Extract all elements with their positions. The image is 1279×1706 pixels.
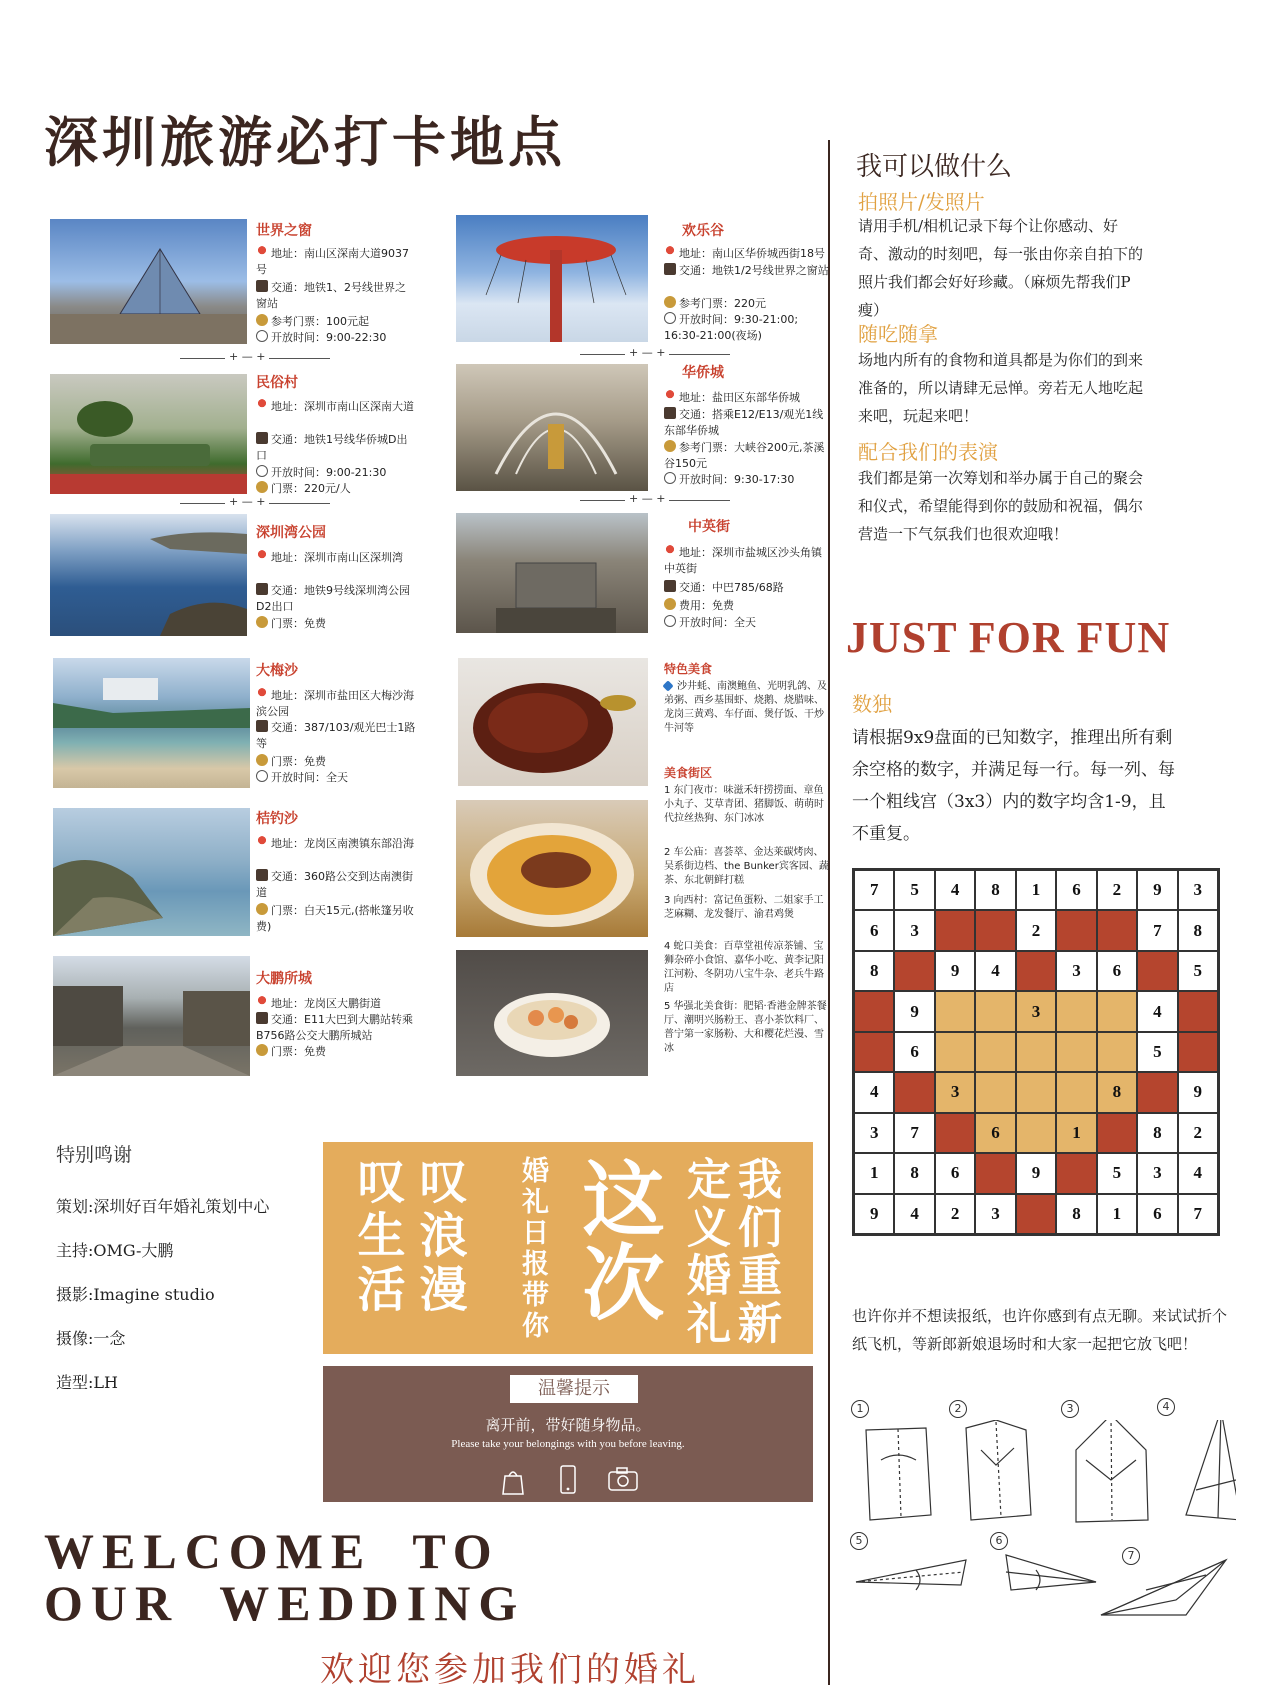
attraction-address: 地址：龙岗区南澳镇东部沿海 xyxy=(256,836,416,852)
photo-roast-goose xyxy=(458,658,648,786)
fun-title: JUST FOR FUN xyxy=(846,613,1171,662)
money-bag-icon xyxy=(664,440,676,452)
section-subheading: 随吃随拿 xyxy=(858,322,938,346)
sudoku-cell: 8 xyxy=(1178,910,1218,950)
sudoku-cell: 2 xyxy=(935,1194,975,1234)
sudoku-cell: 1 xyxy=(854,1153,894,1193)
sudoku-cell xyxy=(1097,1032,1137,1072)
attraction-transport: 交通：地铁1号线华侨城D出口 xyxy=(256,433,408,462)
sudoku-cell xyxy=(935,1032,975,1072)
slogan-panel xyxy=(323,1142,813,1354)
sudoku-cell xyxy=(1137,1072,1177,1112)
credit-photography: 摄影:Imagine studio xyxy=(56,1285,215,1304)
sudoku-cell xyxy=(1056,1153,1096,1193)
sudoku-cell: 3 xyxy=(935,1072,975,1112)
credit-styling: 造型:LH xyxy=(56,1373,118,1392)
sudoku-cell xyxy=(975,991,1015,1031)
attraction-hours: 开放时间：9:30-21:00; 16:30-21:00(夜场) xyxy=(664,313,799,342)
sudoku-cell xyxy=(1016,1072,1056,1112)
sudoku-cell xyxy=(1137,951,1177,991)
food-description: 沙井蚝、南澳鲍鱼、光明乳鸽、及弟粥、西乡基围虾、烧鹅、烧腊味、龙岗三黄鸡、车仔面、煲仔饭、干炒牛河等 xyxy=(664,681,827,734)
sudoku-cell xyxy=(1097,991,1137,1031)
bus-icon xyxy=(256,432,268,444)
food-street-item: 2 车公庙：喜荟萃、金达莱碳烤肉、吴系街边档、the Bunker宾客园、蔬茶、东北朝鲜打糕 xyxy=(664,847,829,886)
sudoku-cell: 8 xyxy=(1137,1113,1177,1153)
sudoku-cell xyxy=(854,991,894,1031)
location-pin-icon xyxy=(256,550,268,562)
sudoku-cell: 6 xyxy=(1056,870,1096,910)
attraction-transport: 交通：E11大巴到大鹏站转乘B756路公交大鹏所城站 xyxy=(256,1013,413,1042)
section-separator xyxy=(580,500,730,510)
step-number: 2 xyxy=(949,1400,967,1418)
attraction-hours: 开放时间：9:00-22:30 xyxy=(256,330,416,346)
bus-icon xyxy=(664,580,676,592)
step-number: 4 xyxy=(1157,1398,1175,1416)
attraction-transport: 交通：360路公交到达南澳街道 xyxy=(256,870,413,899)
sudoku-cell: 4 xyxy=(935,870,975,910)
attraction-address: 地址：龙岗区大鹏街道 xyxy=(256,996,416,1012)
sudoku-cell: 3 xyxy=(1016,991,1056,1031)
sudoku-cell: 9 xyxy=(935,951,975,991)
clock-icon xyxy=(256,330,268,342)
sudoku-cell: 8 xyxy=(975,870,1015,910)
money-bag-icon xyxy=(256,314,268,326)
attraction-transport: 交通：地铁1/2号线世界之窗站 xyxy=(664,263,829,279)
sudoku-cell xyxy=(1016,1194,1056,1234)
notice-tag: 温馨提示 xyxy=(510,1375,638,1403)
sudoku-cell: 3 xyxy=(1137,1153,1177,1193)
section-text: 我们都是第一次筹划和举办属于自己的聚会和仪式，希望能得到你的鼓励和祝福，偶尔营造一下气氛我们也很欢迎哦！ xyxy=(858,469,1144,543)
location-pin-icon xyxy=(256,246,268,258)
thanks-title: 特别鸣谢 xyxy=(56,1144,133,1166)
location-pin-icon xyxy=(256,996,268,1008)
attraction-ticket: 门票：免费 xyxy=(256,754,416,770)
bus-icon xyxy=(256,280,268,292)
section-separator xyxy=(180,503,330,513)
slogan-line-large: 这次 xyxy=(569,1156,665,1324)
page-title: 深圳旅游必打卡地点 xyxy=(44,110,566,174)
slogan-line: 叹生活 xyxy=(349,1156,405,1318)
welcome-cn: 欢迎您参加我们的婚礼 xyxy=(320,1650,700,1690)
attraction-title: 中英街 xyxy=(688,519,730,535)
sudoku-cell: 9 xyxy=(854,1194,894,1234)
attraction-transport: 交通：地铁9号线深圳湾公园D2出口 xyxy=(256,584,410,613)
sudoku-cell: 1 xyxy=(1097,1194,1137,1234)
sudoku-subheading: 数独 xyxy=(852,692,892,716)
food-street-title: 美食街区 xyxy=(664,766,713,780)
sudoku-cell: 9 xyxy=(894,991,934,1031)
sudoku-cell: 9 xyxy=(1137,870,1177,910)
sudoku-grid xyxy=(852,868,1220,1236)
sudoku-cell: 4 xyxy=(1178,1153,1218,1193)
step-number: 1 xyxy=(851,1400,869,1418)
photo-shenzhen-bay-park xyxy=(50,514,247,636)
photo-judiaosha xyxy=(53,808,250,936)
money-bag-icon xyxy=(256,616,268,628)
paper-plane-diagram xyxy=(846,1420,1236,1630)
food-title: 特色美食 xyxy=(664,662,713,676)
sudoku-cell: 4 xyxy=(894,1194,934,1234)
clock-icon xyxy=(256,770,268,782)
attraction-title: 欢乐谷 xyxy=(682,223,724,239)
photo-folk-village xyxy=(50,374,247,494)
sudoku-cell xyxy=(935,991,975,1031)
paper-plane-instructions: 也许你并不想读报纸，也许你感到有点无聊。来试试折个纸飞机，等新郎新娘退场时和大家一起把它放飞吧！ xyxy=(852,1307,1228,1353)
sudoku-cell: 2 xyxy=(1178,1113,1218,1153)
sudoku-cell xyxy=(935,1113,975,1153)
clock-icon xyxy=(664,615,676,627)
sudoku-cell: 5 xyxy=(1178,951,1218,991)
money-bag-icon xyxy=(664,598,676,610)
attraction-address: 地址：盐田区东部华侨城 xyxy=(664,390,829,406)
sudoku-cell: 6 xyxy=(1137,1194,1177,1234)
bus-icon xyxy=(256,1012,268,1024)
sudoku-cell: 8 xyxy=(1097,1072,1137,1112)
location-pin-icon xyxy=(256,688,268,700)
sudoku-cell xyxy=(1056,1072,1096,1112)
section-subheading: 配合我们的表演 xyxy=(858,440,998,464)
sudoku-cell: 8 xyxy=(854,951,894,991)
location-pin-icon xyxy=(256,399,268,411)
money-bag-icon xyxy=(256,1044,268,1056)
slogan-line: 叹浪漫 xyxy=(411,1156,467,1318)
attraction-address: 地址：南山区华侨城西街18号 xyxy=(664,246,829,262)
sudoku-cell: 6 xyxy=(1097,951,1137,991)
notice-text-en: Please take your belongings with you before leaving. xyxy=(451,1438,685,1450)
attraction-hours: 开放时间：全天 xyxy=(664,615,829,631)
sudoku-cell: 3 xyxy=(854,1113,894,1153)
location-pin-icon xyxy=(664,246,676,258)
diamond-bullet-icon xyxy=(662,680,673,691)
sudoku-cell xyxy=(1016,1113,1056,1153)
sudoku-cell: 9 xyxy=(1178,1072,1218,1112)
food-street-item: 5 华强北美食街：肥韬·香港金牌茶餐厅、潮明兴肠粉王、喜小茶饮料厂、普宁第一家肠粉、大和樱花烂漫、雪冰 xyxy=(664,1001,827,1054)
sudoku-cell: 4 xyxy=(1137,991,1177,1031)
sudoku-cell: 9 xyxy=(1016,1153,1056,1193)
sudoku-cell xyxy=(1178,991,1218,1031)
section-text: 场地内所有的食物和道具都是为你们的到来准备的，所以请肆无忌惮。旁若无人地吃起来吧，玩起来吧！ xyxy=(858,351,1144,425)
attraction-ticket: 门票：免费 xyxy=(256,1044,416,1060)
sudoku-cell xyxy=(975,1072,1015,1112)
food-street-item: 3 向西村：富记鱼蛋粉、二姐家手工芝麻糊、龙发餐厅、渝君鸡煲 xyxy=(664,895,824,920)
slogan-line: 定义婚礼 xyxy=(679,1156,730,1348)
attraction-title: 深圳湾公园 xyxy=(256,525,326,541)
sudoku-cell: 7 xyxy=(854,870,894,910)
credit-videography: 摄像:一念 xyxy=(56,1329,126,1348)
attraction-ticket: 门票：220元/人 xyxy=(256,481,416,497)
food-street-item: 1 东门夜市：味滋禾轩捞捞面、章鱼小丸子、艾草青团、猪脚饭、萌萌时代拉丝热狗、东门冰冰 xyxy=(664,785,824,824)
bus-icon xyxy=(256,869,268,881)
location-pin-icon xyxy=(664,545,676,557)
sudoku-cell xyxy=(894,1072,934,1112)
bus-icon xyxy=(664,263,676,275)
sudoku-cell: 8 xyxy=(894,1153,934,1193)
attraction-hours: 开放时间：9:00-21:30 xyxy=(256,465,416,481)
phone-icon xyxy=(559,1464,577,1496)
location-pin-icon xyxy=(256,836,268,848)
sudoku-cell: 3 xyxy=(1056,951,1096,991)
sudoku-cell: 6 xyxy=(854,910,894,950)
sudoku-cell xyxy=(1178,1032,1218,1072)
attraction-transport: 交通：387/103/观光巴士1路等 xyxy=(256,721,416,750)
attraction-title: 大梅沙 xyxy=(256,663,298,679)
bus-icon xyxy=(256,583,268,595)
attraction-hours: 开放时间：全天 xyxy=(256,770,416,786)
credit-host: 主持:OMG-大鹏 xyxy=(56,1241,174,1260)
sudoku-cell: 1 xyxy=(1016,870,1056,910)
attraction-fee: 费用：免费 xyxy=(664,598,829,614)
attraction-title: 大鹏所城 xyxy=(256,971,312,987)
sudoku-cell xyxy=(1056,991,1096,1031)
attraction-ticket: 门票：免费 xyxy=(256,616,416,632)
photo-window-of-world xyxy=(50,219,247,344)
attraction-address: 地址：深圳市盐田区大梅沙海滨公园 xyxy=(256,689,414,718)
sudoku-cell xyxy=(1097,1113,1137,1153)
sudoku-cell: 7 xyxy=(1137,910,1177,950)
sudoku-cell: 1 xyxy=(1056,1113,1096,1153)
attraction-transport: 交通：中巴785/68路 xyxy=(664,580,829,596)
sudoku-cell: 6 xyxy=(975,1113,1015,1153)
money-bag-icon xyxy=(256,903,268,915)
sudoku-cell: 6 xyxy=(894,1032,934,1072)
money-bag-icon xyxy=(664,296,676,308)
step-number: 5 xyxy=(850,1532,868,1550)
sudoku-cell: 7 xyxy=(894,1113,934,1153)
attraction-address: 地址：深圳市南山区深南大道 xyxy=(256,399,416,415)
sudoku-cell xyxy=(975,1153,1015,1193)
section-subheading: 拍照片/发照片 xyxy=(858,190,985,214)
attraction-address: 地址：深圳市南山区深圳湾 xyxy=(256,550,416,566)
attraction-ticket: 门票：白天15元,(搭帐篷另收费) xyxy=(256,904,414,933)
sudoku-cell: 5 xyxy=(1097,1153,1137,1193)
attraction-title: 民俗村 xyxy=(256,375,298,391)
sudoku-cell: 4 xyxy=(975,951,1015,991)
food-street-item: 4 蛇口美食：百草堂祖传凉茶铺、宝狮杂碎小食馆、嘉华小吃、黄李记阳江河粉、冬阴功八宝牛杂、老兵牛路店 xyxy=(664,941,824,994)
photo-dameisha xyxy=(53,658,250,788)
attraction-address: 地址：深圳市盐城区沙头角镇中英街 xyxy=(664,546,822,575)
sudoku-cell: 6 xyxy=(935,1153,975,1193)
slogan-line-small: 婚礼日报带你 xyxy=(517,1156,548,1342)
attraction-title: 世界之窗 xyxy=(256,223,312,239)
slogan-line: 我们重新 xyxy=(730,1156,781,1348)
sudoku-cell: 7 xyxy=(1178,1194,1218,1234)
sudoku-cell xyxy=(1016,1032,1056,1072)
sudoku-cell: 3 xyxy=(975,1194,1015,1234)
money-bag-icon xyxy=(256,481,268,493)
camera-icon xyxy=(607,1466,639,1492)
attraction-address: 地址：南山区深南大道9037号 xyxy=(256,247,409,276)
photo-food-plate xyxy=(456,800,648,937)
step-number: 7 xyxy=(1122,1547,1140,1565)
photo-overseas-chinese-town xyxy=(456,364,648,491)
sudoku-cell xyxy=(1097,910,1137,950)
step-number: 3 xyxy=(1061,1400,1079,1418)
attraction-transport: 交通：地铁1、2号线世界之窗站 xyxy=(256,281,406,310)
photo-dessert-bowl xyxy=(456,950,648,1076)
sudoku-instructions: 请根据9x9盘面的已知数字，推理出所有剩余空格的数字，并满足每一行。每一列、每一个粗线宫（3x3）内的数字均含1-9，且不重复。 xyxy=(852,728,1175,844)
photo-dapeng-fortress xyxy=(53,956,250,1076)
sudoku-cell xyxy=(1056,1032,1096,1072)
sudoku-cell: 3 xyxy=(1178,870,1218,910)
section-separator xyxy=(180,358,330,368)
bag-icon xyxy=(501,1466,525,1496)
sudoku-cell xyxy=(894,951,934,991)
attraction-ticket: 参考门票：220元 xyxy=(664,296,829,312)
sudoku-cell xyxy=(854,1032,894,1072)
sudoku-cell: 5 xyxy=(1137,1032,1177,1072)
attraction-title: 桔钓沙 xyxy=(256,811,298,827)
sudoku-cell xyxy=(935,910,975,950)
welcome-line-2: OUR WEDDING xyxy=(44,1575,526,1631)
sudoku-cell: 5 xyxy=(894,870,934,910)
welcome-line-1: WELCOME TO xyxy=(44,1523,500,1579)
clock-icon xyxy=(664,472,676,484)
attraction-hours: 开放时间：9:30-17:30 xyxy=(664,472,829,488)
sudoku-cell xyxy=(1056,910,1096,950)
attraction-title: 华侨城 xyxy=(682,365,724,381)
sudoku-cell xyxy=(975,910,1015,950)
clock-icon xyxy=(664,312,676,324)
step-number: 6 xyxy=(990,1532,1008,1550)
sudoku-cell: 4 xyxy=(854,1072,894,1112)
location-pin-icon xyxy=(664,390,676,402)
clock-icon xyxy=(256,465,268,477)
money-bag-icon xyxy=(256,754,268,766)
sudoku-cell xyxy=(975,1032,1015,1072)
sudoku-cell xyxy=(1016,951,1056,991)
notice-panel xyxy=(323,1366,813,1502)
photo-happy-valley xyxy=(456,215,648,342)
sudoku-cell: 2 xyxy=(1097,870,1137,910)
attraction-ticket: 参考门票：大峡谷200元,茶溪谷150元 xyxy=(664,441,825,470)
notice-text-cn: 离开前，带好随身物品。 xyxy=(485,1416,651,1434)
sudoku-cell: 2 xyxy=(1016,910,1056,950)
credit-planning: 策划:深圳好百年婚礼策划中心 xyxy=(56,1197,270,1216)
photo-chung-ying-street xyxy=(456,513,648,633)
section-text: 请用手机/相机记录下每个让你感动、好奇、激动的时刻吧，每一张由你亲自拍下的照片我们都会好好珍藏。（麻烦先帮我们P瘦） xyxy=(858,217,1144,319)
sudoku-cell: 8 xyxy=(1056,1194,1096,1234)
attraction-transport: 交通：搭乘E12/E13/观光1线东部华侨城 xyxy=(664,408,824,437)
section-heading: 我可以做什么 xyxy=(856,152,1013,182)
bus-icon xyxy=(664,407,676,419)
attraction-ticket: 参考门票：100元起 xyxy=(256,314,416,330)
sudoku-cell: 3 xyxy=(894,910,934,950)
bus-icon xyxy=(256,720,268,732)
